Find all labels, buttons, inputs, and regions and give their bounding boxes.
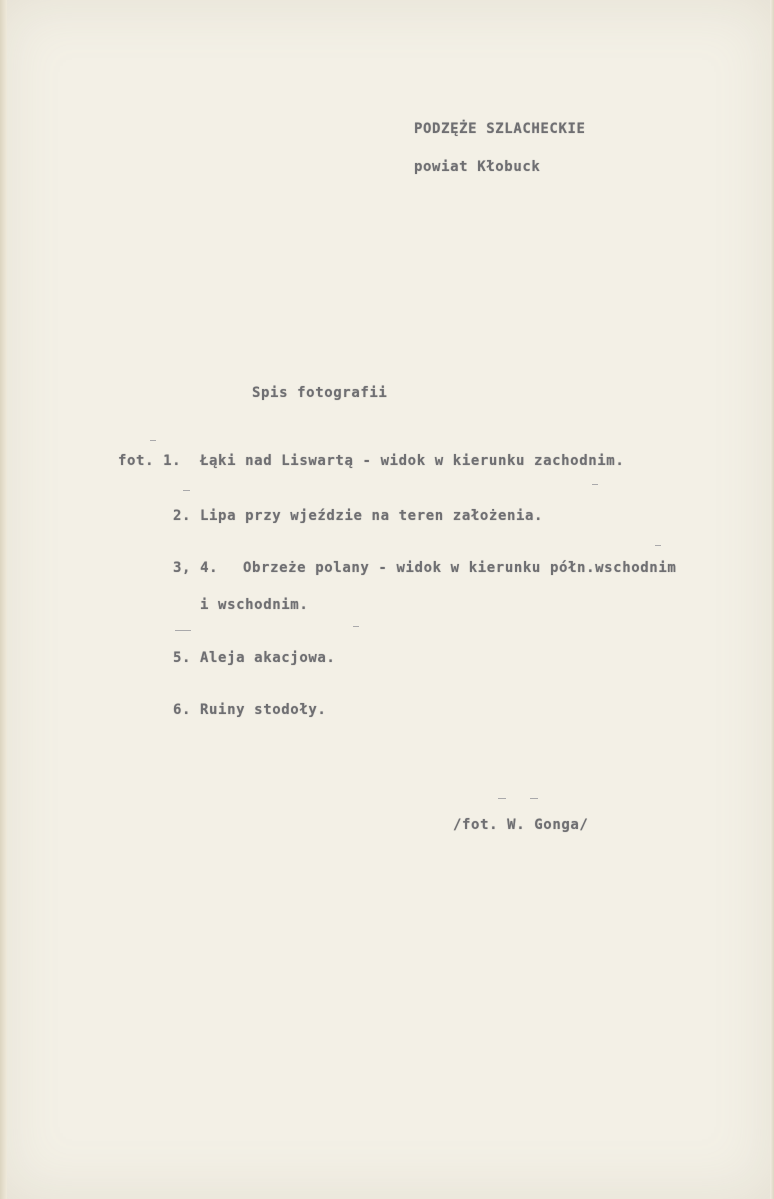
header-subtitle: powiat Kłobuck bbox=[414, 159, 541, 175]
typing-mark bbox=[498, 798, 506, 799]
entry-5-text: Aleja akacjowa. bbox=[200, 650, 336, 666]
entry-3-text: Obrzeże polany - widok w kierunku półn.wschodnim bbox=[243, 560, 677, 576]
typing-mark bbox=[592, 484, 598, 485]
typing-mark bbox=[655, 545, 661, 546]
page-right-edge bbox=[770, 0, 774, 1199]
entry-6-label: 6. bbox=[173, 702, 192, 718]
list-heading: Spis fotografii bbox=[252, 385, 388, 401]
entry-2-text: Lipa przy wjeździe na teren założenia. bbox=[200, 508, 544, 524]
entry-6-text: Ruiny stodoły. bbox=[200, 702, 327, 718]
entry-1-label: fot. 1. bbox=[118, 453, 182, 469]
typing-mark bbox=[530, 798, 538, 799]
entry-1-text: Łąki nad Liswartą - widok w kierunku zachodnim. bbox=[200, 453, 625, 469]
entry-5-label: 5. bbox=[173, 650, 192, 666]
photo-credit: /fot. W. Gonga/ bbox=[453, 817, 589, 833]
typing-mark bbox=[175, 630, 191, 631]
header-title: PODZĘŻE SZLACHECKIE bbox=[414, 121, 586, 137]
typing-mark bbox=[353, 626, 359, 627]
entry-2-label: 2. bbox=[173, 508, 192, 524]
typing-mark bbox=[150, 440, 156, 441]
entry-3-continuation: i wschodnim. bbox=[200, 597, 309, 613]
entry-3-label: 3, 4. bbox=[173, 560, 219, 576]
page-left-edge bbox=[0, 0, 7, 1199]
typing-mark bbox=[183, 490, 190, 491]
